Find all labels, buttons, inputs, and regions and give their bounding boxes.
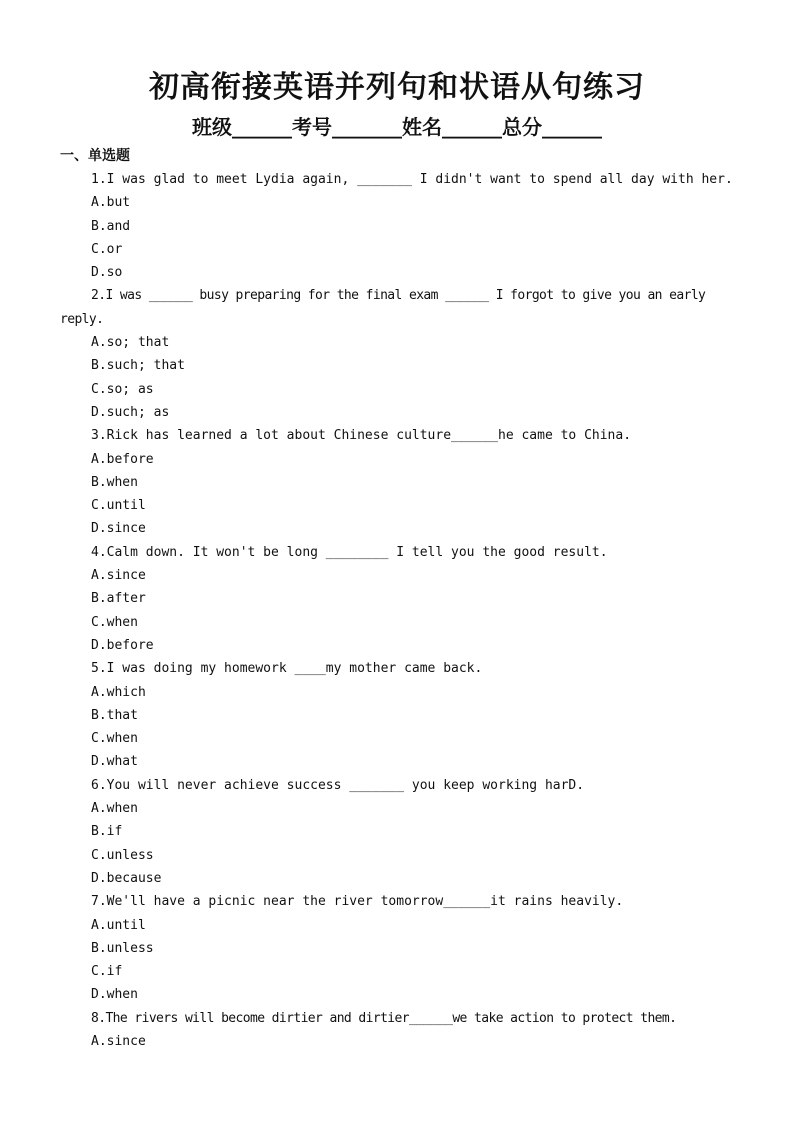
question-stem: 5.I was doing my homework ____my mother came back. (91, 661, 483, 677)
question-8 (60, 1007, 750, 1054)
option-c: C.when (91, 614, 138, 630)
option-d: D.such; as (91, 404, 170, 420)
question-stem: 2.I was ______ busy preparing for the final exam ______ I forgot to give you an early reply. (60, 288, 713, 327)
option-c: C.or (91, 241, 123, 257)
section-heading: 一、单选题 (60, 148, 130, 164)
page-title: 初高衔接英语并列句和状语从句练习 (149, 70, 645, 105)
question-stem: 7.We'll have a picnic near the river tomorrow______it rains heavily. (91, 894, 624, 910)
question-3 (60, 424, 750, 540)
question-5 (60, 657, 750, 773)
question-stem: 6.You will never achieve success _______ you keep working harD. (91, 777, 585, 793)
option-b: B.when (91, 474, 138, 490)
option-b: B.and (91, 218, 131, 234)
question-stem: 4.Calm down. It won't be long ________ I tell you the good result. (91, 544, 608, 560)
question-stem: 1.I was glad to meet Lydia again, _______ I didn't want to spend all day with her. (91, 172, 733, 187)
question-4 (60, 541, 750, 657)
option-a: A.so; that (91, 335, 170, 351)
option-d: D.so (91, 265, 123, 281)
question-6 (60, 774, 750, 890)
option-d: D.since (91, 521, 146, 537)
question-stem: 8.The rivers will become dirtier and dirtier______we take action to protect them. (91, 1010, 677, 1026)
option-b: B.after (91, 591, 146, 607)
option-b: B.such; that (91, 358, 185, 374)
option-b: B.that (91, 707, 138, 723)
question-stem: 3.Rick has learned a lot about Chinese culture______he came to China. (91, 428, 632, 444)
option-d: D.when (91, 987, 138, 1003)
option-a: A.since (91, 568, 146, 584)
question-7 (60, 890, 750, 1006)
option-c: C.when (91, 731, 138, 747)
option-d: D.before (91, 637, 154, 653)
option-a: A.but (91, 195, 131, 211)
option-c: C.so; as (91, 381, 154, 397)
option-d: D.because (91, 870, 162, 886)
question-2 (60, 284, 750, 424)
question-list (60, 168, 750, 1053)
option-c: C.if (91, 964, 123, 980)
student-info-line: 班级______考号_______姓名______总分______ (192, 115, 602, 139)
option-a: A.which (91, 684, 146, 700)
option-b: B.if (91, 824, 123, 840)
question-1 (60, 168, 750, 284)
option-a: A.since (91, 1033, 146, 1049)
option-c: C.until (91, 498, 146, 514)
option-b: B.unless (91, 940, 154, 956)
option-a: A.before (91, 451, 154, 467)
option-d: D.what (91, 754, 138, 770)
option-a: A.when (91, 801, 138, 817)
option-a: A.until (91, 917, 146, 933)
option-c: C.unless (91, 847, 154, 863)
